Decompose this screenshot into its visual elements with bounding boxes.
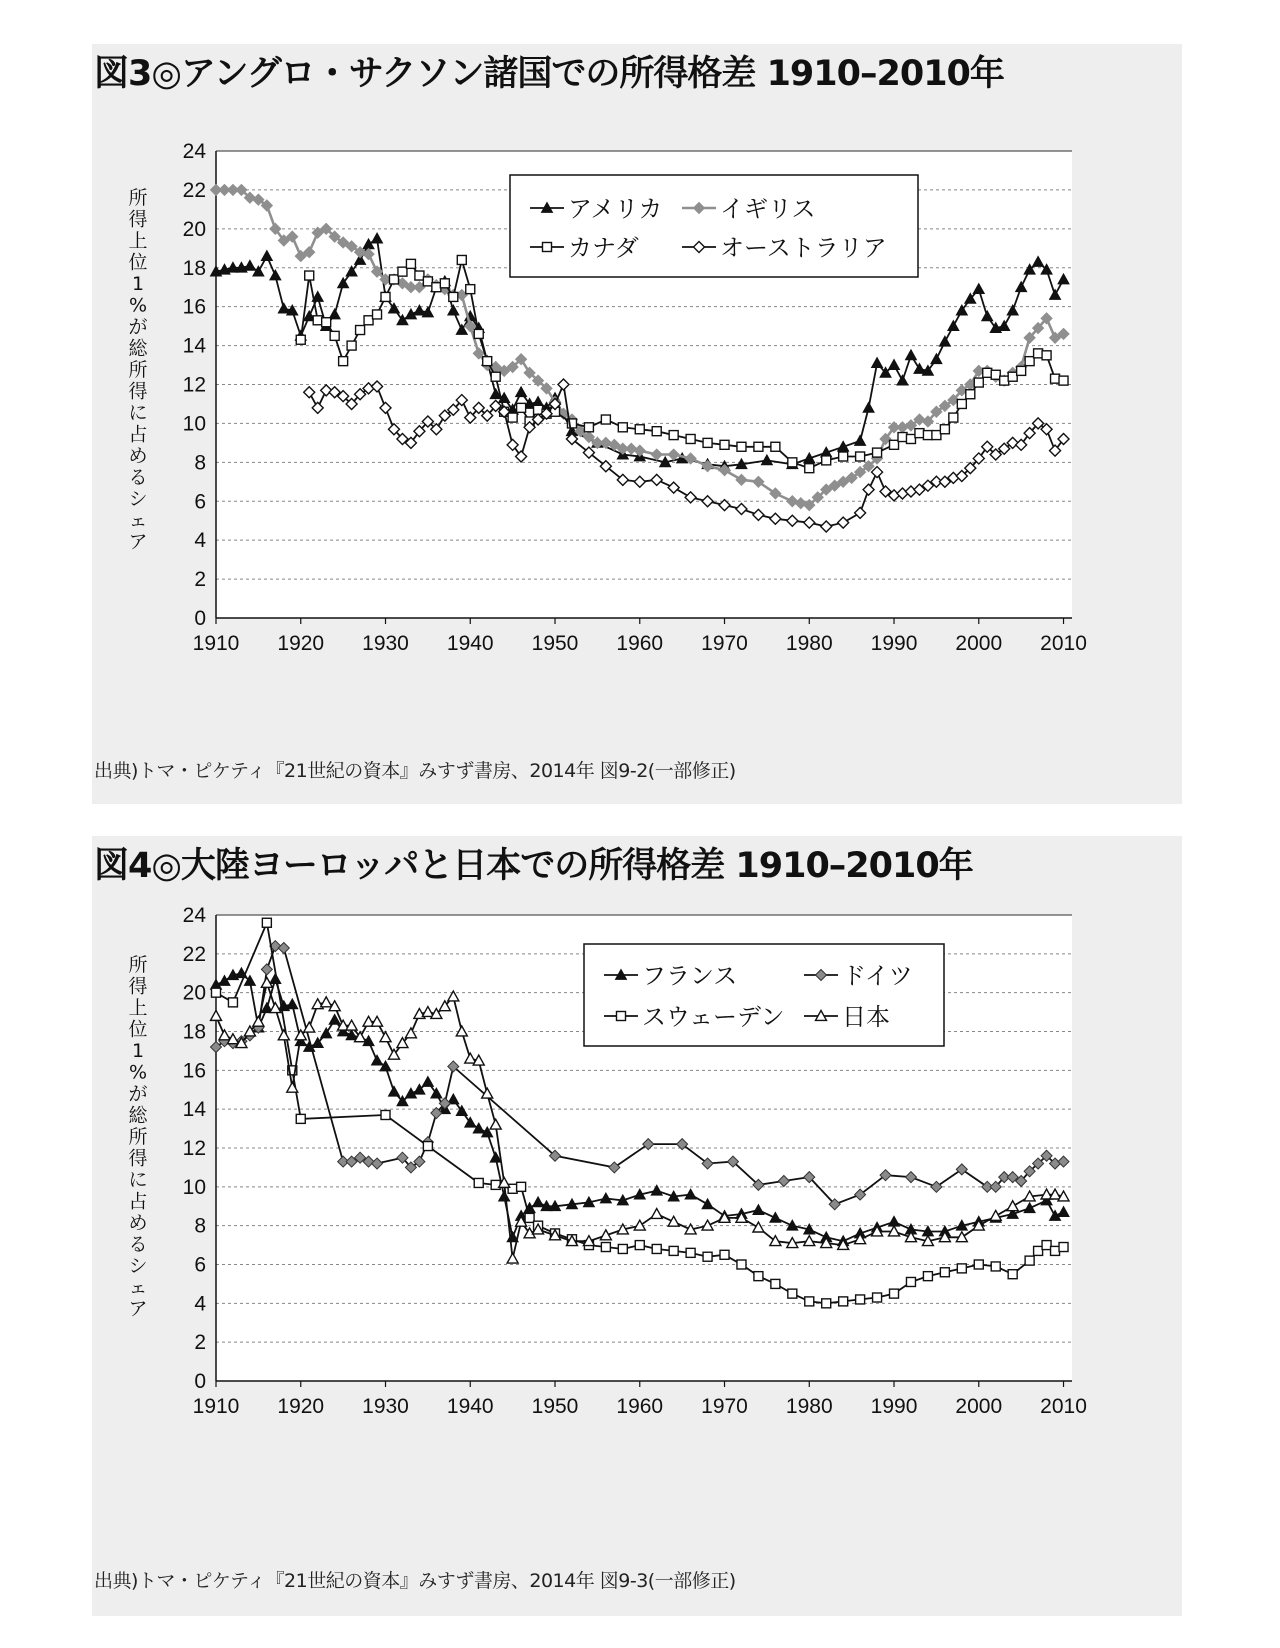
- data-point: [754, 1272, 763, 1281]
- x-tick-label: 1970: [701, 1395, 748, 1418]
- data-point: [991, 1262, 1000, 1271]
- data-point: [1034, 349, 1043, 358]
- data-point: [483, 357, 492, 366]
- data-point: [915, 429, 924, 438]
- y-tick-label: 6: [194, 1253, 206, 1277]
- figure-3-source: 出典)トマ・ピケティ『21世紀の資本』みすず書房、2014年 図9-2(一部修正): [94, 760, 736, 782]
- data-point: [805, 1297, 814, 1306]
- data-point: [1025, 357, 1034, 366]
- data-point: [1042, 351, 1051, 360]
- data-point: [940, 1268, 949, 1277]
- data-point: [906, 434, 915, 443]
- data-point: [525, 1213, 534, 1222]
- x-tick-label: 1910: [192, 1395, 240, 1418]
- legend-label: カナダ: [568, 234, 639, 262]
- data-point: [364, 316, 373, 325]
- legend: [584, 944, 944, 1046]
- data-point: [1034, 1246, 1043, 1255]
- data-point: [474, 329, 483, 338]
- data-point: [983, 368, 992, 377]
- data-point: [406, 259, 415, 268]
- data-point: [517, 403, 526, 412]
- data-point: [669, 431, 678, 440]
- y-tick-label: 24: [182, 904, 206, 927]
- data-point: [771, 442, 780, 451]
- data-point: [720, 440, 729, 449]
- x-tick-label: 1960: [616, 1395, 664, 1418]
- data-point: [957, 399, 966, 408]
- y-tick-label: 4: [194, 1292, 206, 1316]
- figure-4-title: 図4◎大陸ヨーロッパと日本での所得格差 1910–2010年: [94, 846, 973, 886]
- legend-label: フランス: [642, 962, 738, 990]
- y-tick-label: 12: [182, 1137, 206, 1160]
- legend-label: ドイツ: [842, 962, 913, 990]
- x-tick-label: 2010: [1040, 632, 1087, 655]
- data-point: [389, 275, 398, 284]
- data-point: [296, 1114, 305, 1123]
- data-point: [966, 390, 975, 399]
- y-tick-label: 6: [194, 490, 206, 514]
- data-point: [373, 310, 382, 319]
- y-tick-label: 10: [182, 1175, 206, 1199]
- data-point: [212, 988, 221, 997]
- data-point: [669, 1246, 678, 1255]
- data-point: [822, 1299, 831, 1308]
- y-tick-label: 18: [182, 1020, 206, 1044]
- y-tick-label: 12: [182, 373, 206, 397]
- y-tick-label: 0: [194, 1370, 206, 1393]
- x-tick-label: 1980: [785, 1395, 833, 1418]
- figure-3-title: 図3◎アングロ・サクソン諸国での所得格差 1910–2010年: [94, 54, 1004, 94]
- data-point: [635, 425, 644, 434]
- data-point: [601, 415, 610, 424]
- data-point: [703, 438, 712, 447]
- y-tick-label: 22: [182, 178, 206, 202]
- data-point: [1059, 376, 1068, 385]
- data-point: [584, 423, 593, 432]
- x-tick-label: 1950: [531, 632, 579, 655]
- data-point: [601, 1243, 610, 1252]
- data-point: [1025, 1256, 1034, 1265]
- data-point: [932, 431, 941, 440]
- legend-label: アメリカ: [568, 195, 663, 223]
- y-tick-label: 18: [182, 256, 206, 280]
- y-tick-label: 4: [194, 529, 206, 553]
- data-point: [703, 1252, 712, 1261]
- y-tick-label: 22: [182, 942, 206, 966]
- data-point: [1051, 374, 1060, 383]
- figure-4-panel: [92, 836, 1182, 1616]
- x-tick-label: 1930: [362, 1395, 409, 1418]
- x-tick-label: 1990: [870, 1395, 918, 1418]
- data-point: [720, 1250, 729, 1259]
- data-point: [652, 1244, 661, 1253]
- y-tick-label: 14: [182, 1098, 206, 1122]
- x-tick-label: 1910: [192, 632, 240, 655]
- data-point: [805, 464, 814, 473]
- data-point: [398, 267, 407, 276]
- data-point: [822, 456, 831, 465]
- x-tick-label: 1980: [785, 632, 833, 655]
- data-point: [339, 357, 348, 366]
- x-tick-label: 1990: [870, 632, 918, 655]
- legend-label: 日本: [842, 1003, 890, 1031]
- data-point: [1008, 372, 1017, 381]
- y-axis-label: 所得上位 1 %が総所得に占めるシェア: [128, 187, 148, 553]
- data-point: [457, 255, 466, 264]
- data-point: [296, 335, 305, 344]
- data-point: [474, 1178, 483, 1187]
- data-point: [262, 918, 271, 927]
- data-point: [686, 1248, 695, 1257]
- data-point: [923, 431, 932, 440]
- y-tick-label: 0: [194, 607, 206, 630]
- data-point: [856, 1295, 865, 1304]
- data-point: [1008, 1270, 1017, 1279]
- legend-label: イギリス: [720, 195, 816, 223]
- x-tick-label: 1950: [531, 1395, 579, 1418]
- data-point: [856, 452, 865, 461]
- x-tick-label: 1970: [701, 632, 748, 655]
- data-point: [1000, 376, 1009, 385]
- data-point: [906, 1277, 915, 1286]
- data-point: [415, 271, 424, 280]
- data-point: [957, 1264, 966, 1273]
- data-point: [347, 341, 356, 350]
- data-point: [356, 326, 365, 335]
- y-axis-label: 所得上位 1 %が総所得に占めるシェア: [128, 954, 148, 1320]
- data-point: [313, 316, 322, 325]
- data-point: [440, 279, 449, 288]
- data-point: [873, 448, 882, 457]
- data-point: [423, 1142, 432, 1151]
- x-tick-label: 1940: [446, 632, 494, 655]
- data-point: [839, 1297, 848, 1306]
- data-point: [330, 331, 339, 340]
- data-point: [381, 1110, 390, 1119]
- data-point: [788, 1289, 797, 1298]
- y-tick-label: 8: [194, 451, 206, 475]
- data-point: [754, 442, 763, 451]
- data-point: [466, 285, 475, 294]
- data-point: [974, 378, 983, 387]
- data-point: [635, 1241, 644, 1250]
- y-tick-label: 20: [182, 981, 206, 1005]
- data-point: [432, 283, 441, 292]
- data-point: [1051, 1246, 1060, 1255]
- data-point: [322, 318, 331, 327]
- data-point: [381, 292, 390, 301]
- data-point: [652, 427, 661, 436]
- x-tick-label: 1920: [277, 632, 325, 655]
- data-point: [618, 1244, 627, 1253]
- y-tick-label: 14: [182, 334, 206, 358]
- data-point: [898, 433, 907, 442]
- x-tick-label: 1930: [362, 632, 409, 655]
- figure-3-panel: [92, 44, 1182, 804]
- legend: [510, 175, 918, 277]
- y-tick-label: 16: [182, 1059, 206, 1083]
- x-tick-label: 2000: [955, 1395, 1003, 1418]
- legend-swatch-marker: [543, 243, 552, 252]
- data-point: [890, 1289, 899, 1298]
- data-point: [839, 452, 848, 461]
- data-point: [686, 434, 695, 443]
- y-tick-label: 8: [194, 1214, 206, 1238]
- figure-3-chart: [92, 44, 1182, 744]
- y-tick-label: 10: [182, 412, 206, 436]
- data-point: [508, 413, 517, 422]
- y-tick-label: 16: [182, 295, 206, 319]
- data-point: [923, 1272, 932, 1281]
- data-point: [1017, 366, 1026, 375]
- data-point: [228, 998, 237, 1007]
- data-point: [737, 442, 746, 451]
- y-tick-label: 20: [182, 217, 206, 241]
- legend-label: オーストラリア: [720, 234, 887, 262]
- figure-4-chart: [92, 836, 1182, 1556]
- data-point: [618, 423, 627, 432]
- data-point: [873, 1293, 882, 1302]
- data-point: [491, 372, 500, 381]
- data-point: [737, 1260, 746, 1269]
- data-point: [940, 425, 949, 434]
- x-tick-label: 1940: [446, 1395, 494, 1418]
- y-tick-label: 2: [194, 568, 206, 592]
- data-point: [788, 458, 797, 467]
- data-point: [449, 292, 458, 301]
- x-tick-label: 1920: [277, 1395, 325, 1418]
- y-tick-label: 2: [194, 1331, 206, 1355]
- data-point: [771, 1279, 780, 1288]
- data-point: [974, 1260, 983, 1269]
- y-tick-label: 24: [182, 140, 206, 163]
- data-point: [517, 1182, 526, 1191]
- legend-swatch-marker: [617, 1012, 626, 1021]
- x-tick-label: 2000: [955, 632, 1003, 655]
- data-point: [423, 277, 432, 286]
- legend-label: スウェーデン: [642, 1003, 785, 1031]
- data-point: [991, 370, 1000, 379]
- data-point: [305, 271, 314, 280]
- x-tick-label: 2010: [1040, 1395, 1087, 1418]
- data-point: [1059, 1243, 1068, 1252]
- x-tick-label: 1960: [616, 632, 664, 655]
- data-point: [1042, 1241, 1051, 1250]
- figure-4-source: 出典)トマ・ピケティ『21世紀の資本』みすず書房、2014年 図9-3(一部修正): [94, 1570, 736, 1592]
- data-point: [949, 413, 958, 422]
- data-point: [890, 440, 899, 449]
